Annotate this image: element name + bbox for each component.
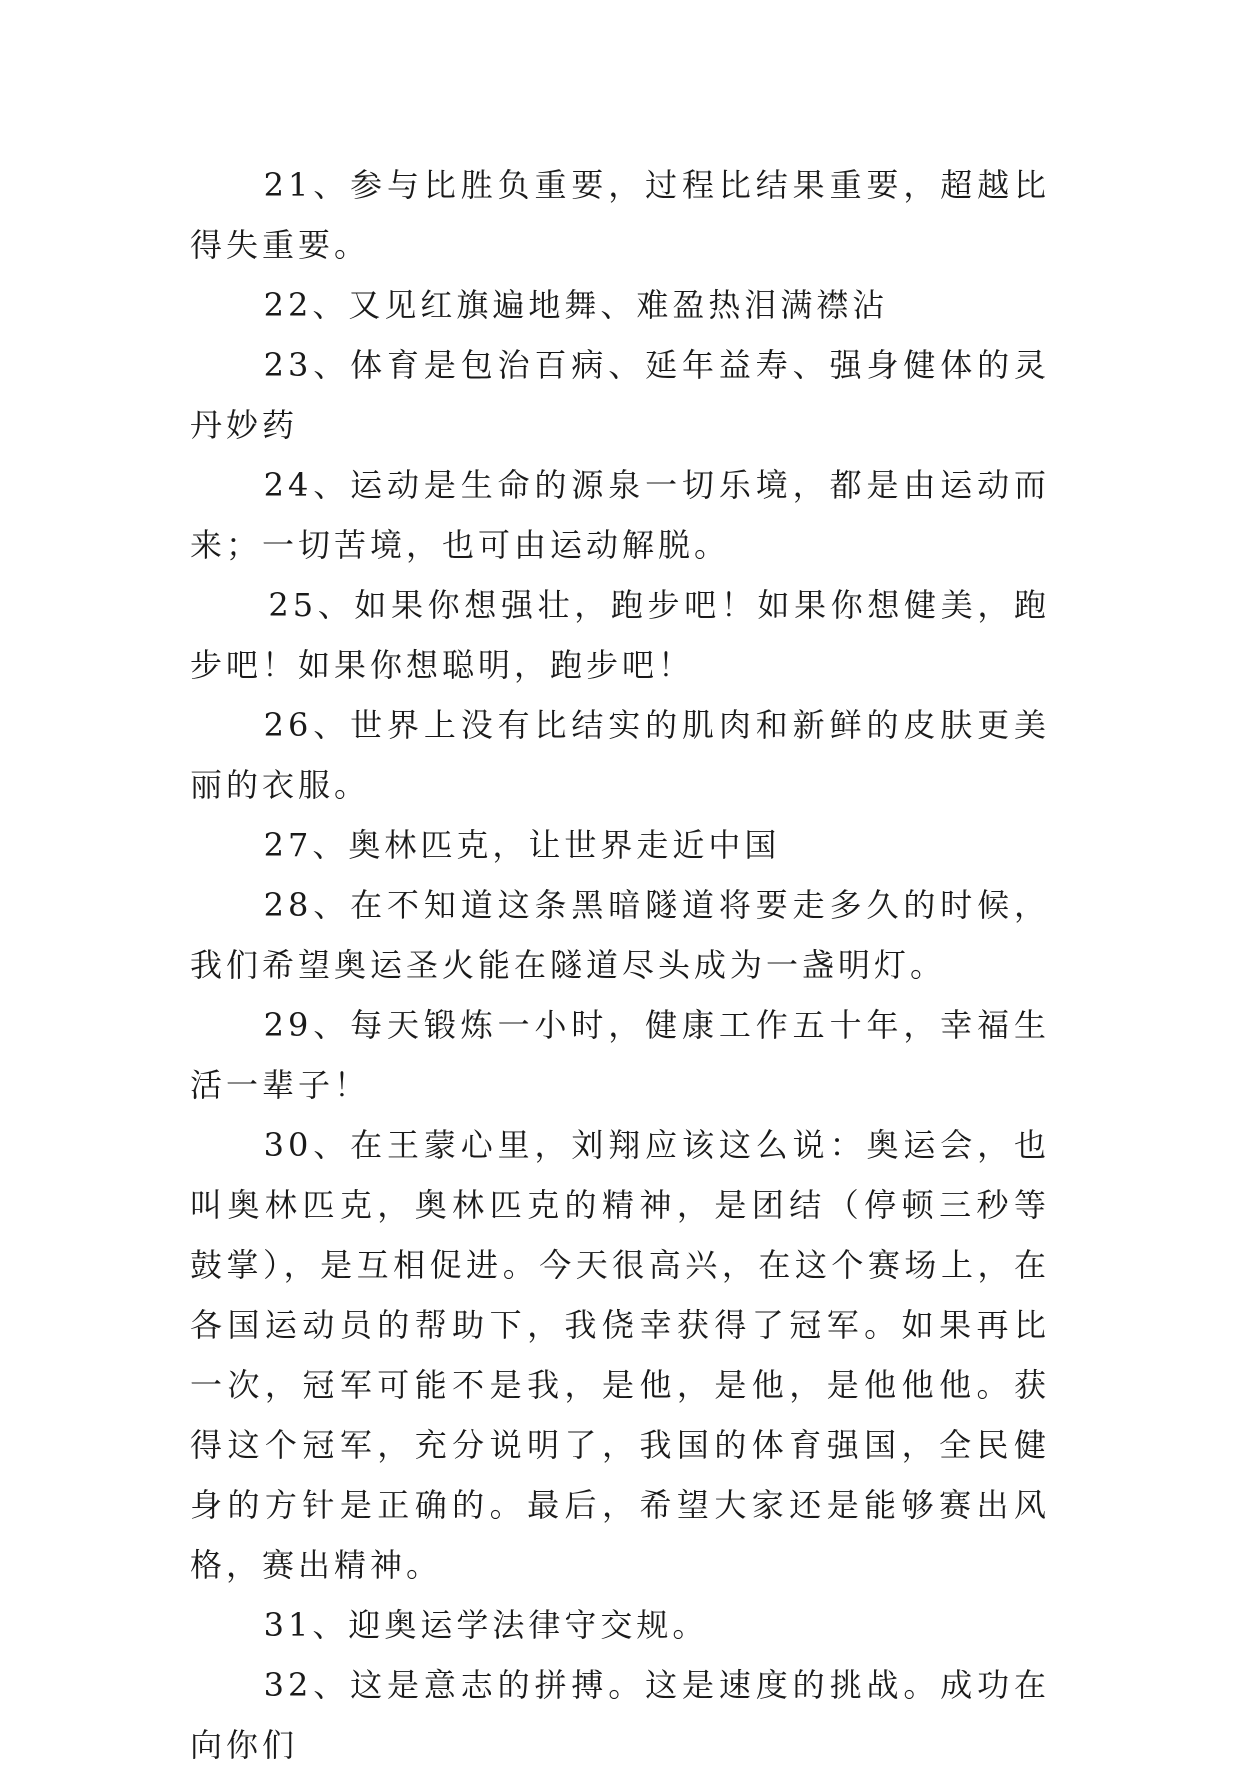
paragraph-24: 24、运动是生命的源泉一切乐境，都是由运动而来；一切苦境，也可由运动解脱。 (190, 466, 1050, 564)
paragraph-27: 27、奥林匹克，让世界走近中国 (263, 826, 781, 864)
paragraph-30: 30、在王蒙心里，刘翔应该这么说：奥运会，也叫奥林匹克，奥林匹克的精神，是团结（停顿三秒等鼓掌），是互相促进。今天很高兴，在这个赛场上，在各国运动员的帮助下，我侥幸获得了冠军。如果再比一次，冠军可能不是我，是他，是他，是他他他。获得这个冠军，充分说明了，我国的体育强国，全民健身的方针是正确的。最后，希望大家还是能够赛出风格，赛出精神。 (190, 1126, 1050, 1584)
paragraph-26: 26、世界上没有比结实的肌肉和新鲜的皮肤更美丽的衣服。 (190, 706, 1050, 804)
paragraph-31: 31、迎奥运学法律守交规。 (263, 1606, 709, 1644)
paragraph-23: 23、体育是包治百病、延年益寿、强身健体的灵丹妙药 (190, 346, 1050, 444)
paragraph-25: 25、如果你想强壮，跑步吧！如果你想健美，跑步吧！如果你想聪明，跑步吧！ (190, 586, 1050, 684)
paragraph-29: 29、每天锻炼一小时，健康工作五十年，幸福生活一辈子！ (190, 1006, 1050, 1104)
paragraph-28: 28、在不知道这条黑暗隧道将要走多久的时候，我们希望奥运圣火能在隧道尽头成为一盏明灯。 (190, 886, 1050, 984)
paragraph-21: 21、参与比胜负重要，过程比结果重要，超越比得失重要。 (190, 166, 1050, 264)
document-page (190, 155, 1050, 1775)
paragraph-22: 22、又见红旗遍地舞、难盈热泪满襟沾 (263, 286, 889, 324)
paragraph-32: 32、这是意志的拼搏。这是速度的挑战。成功在向你们 (190, 1666, 1050, 1764)
